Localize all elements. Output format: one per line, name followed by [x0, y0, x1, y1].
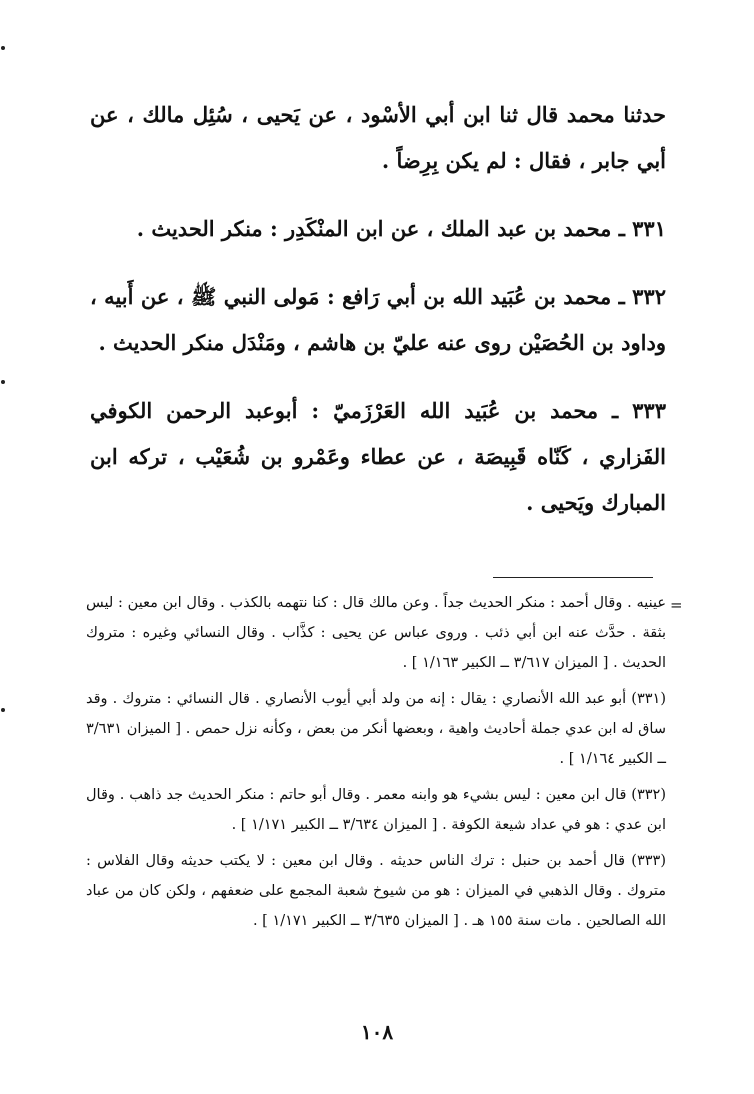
footnote-text: (٣٣٣) قال أحمد بن حنبل : ترك الناس حديثه . وقال ابن معين : لا يكتب حديثه وقال الفلاس : متروك . وقال الذهبي في الميزان : هو من شيوخ شعبة المجمع على ضعفهم ، ولكن كان من عباد الله الصالحين . مات سنة ١٥٥ هـ . — [86, 853, 666, 929]
continuation-mark: = — [670, 596, 683, 614]
entry-331: ٣٣١ ـ محمد بن عبد الملك ، عن ابن المنْكَدِر : منكر الحديث . — [136, 216, 666, 241]
scan-edge-mark — [1, 708, 5, 712]
footnotes — [86, 588, 666, 942]
footnote-continued — [86, 588, 666, 678]
footnote-reference: [ الميزان ٣/٦٣١ ــ الكبير ١/١٦٤ ] . — [86, 721, 666, 767]
main-paragraph-1: حدثنا محمد قال ثنا ابن أبي الأسْود ، عن يَحيى ، سُئِل مالك ، عن أبي جابر ، فقال : لم يكن بِرِضاً . — [90, 102, 666, 173]
footnote-reference: [ الميزان ٣/٦١٧ ــ الكبير ١/١٦٣ ] . — [402, 655, 609, 671]
footnote-text: (٣٣٢) قال ابن معين : ليس بشيء هو وابنه معمر . وقال أبو حاتم : منكر الحديث جد ذاهب . وقال ابن عدي : هو في عداد شيعة الكوفة . — [86, 787, 666, 833]
entry-332: ٣٣٢ ـ محمد بن عُبَيد الله بن أبي رَافع : مَولى النبي ﷺ ، عن أَبيه ، وداود بن الحُصَيْن روى عنه عليّ بن هاشم ، ومَنْدَل منكر الحديث . — [90, 284, 666, 355]
footnote-333 — [86, 846, 666, 936]
page-number: ١٠٨ — [360, 1020, 394, 1044]
footnote-332 — [86, 780, 666, 840]
footnote-separator — [493, 577, 653, 578]
main-text — [90, 92, 666, 548]
footnote-text: (٣٣١) أبو عبد الله الأنصاري : يقال : إنه من ولد أبي أيوب الأنصاري . قال النسائي : متروك . وقد ساق له ابن عدي جملة أحاديث واهية ، وبعضها أنكر من بعض ، وكأنه نزل حمص . — [86, 691, 666, 737]
footnote-reference: [ الميزان ٣/٦٣٥ ــ الكبير ١/١٧١ ] . — [252, 913, 459, 929]
footnote-331 — [86, 684, 666, 774]
scan-edge-mark — [1, 380, 5, 384]
scan-edge-mark — [1, 46, 5, 50]
footnote-text: عينيه . وقال أحمد : منكر الحديث جداً . وعن مالك قال : كنا نتهمه بالكذب . وقال ابن معين : ليس بثقة . حدَّث عنه ابن أبي ذئب . وروى عباس عن يحيى : كذَّاب . وقال النسائي وغيره : متروك الحديث . — [86, 595, 666, 671]
entry-333: ٣٣٣ ـ محمد بن عُبَيد الله العَرْزَميّ : أبوعبد الرحمن الكوفي الفَزاري ، كَنّاه قَبِيصَة ، عن عطاء وعَمْرو بن شُعَيْب ، تركه ابن المبارك ويَحيى . — [90, 398, 666, 515]
footnote-reference: [ الميزان ٣/٦٣٤ ــ الكبير ١/١٧١ ] . — [231, 817, 438, 833]
